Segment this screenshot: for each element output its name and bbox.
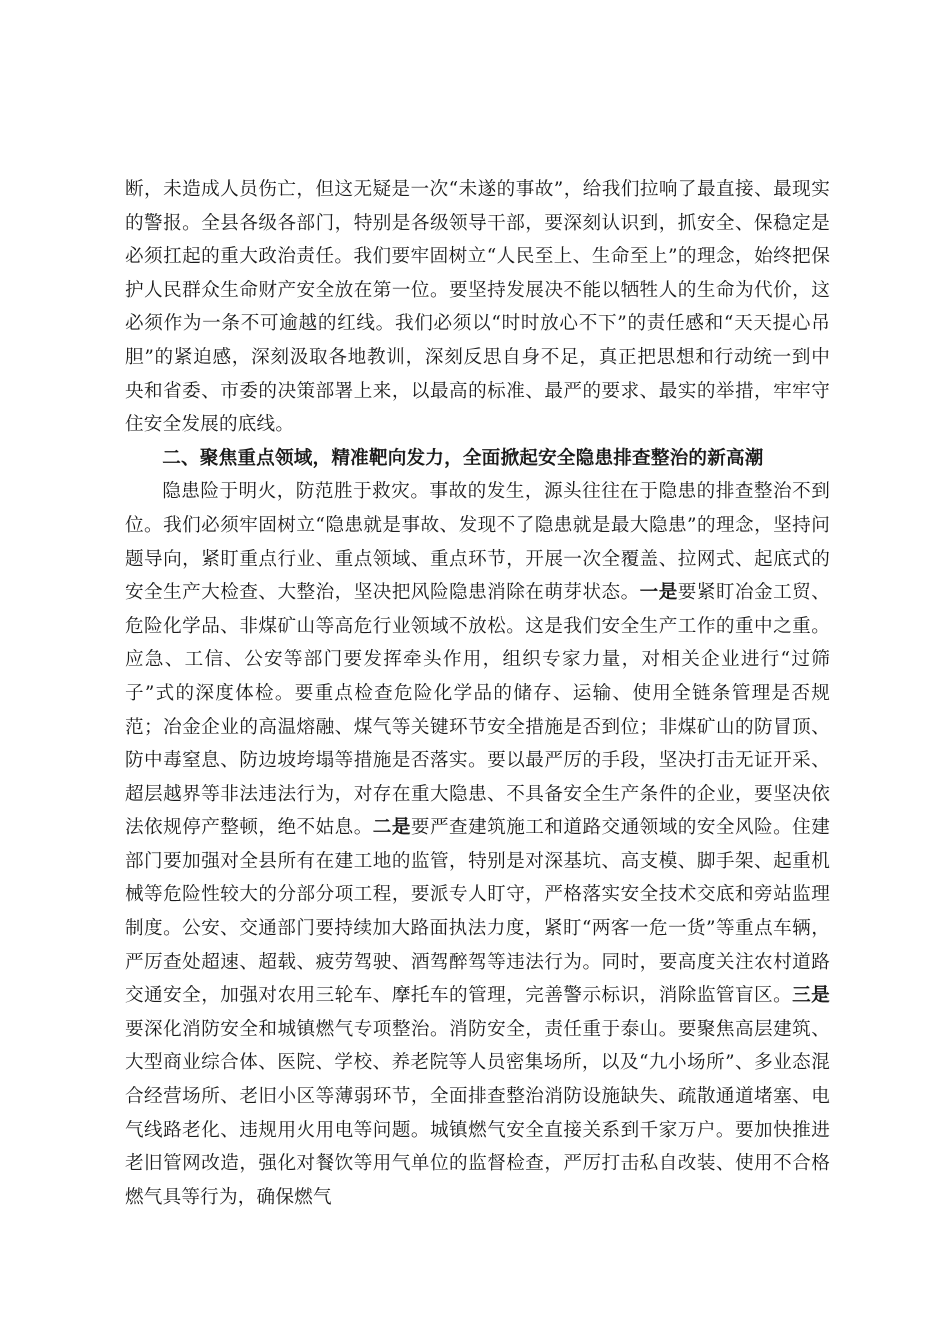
paragraph-text: 断，未造成人员伤亡，但这无疑是一次“未遂的事故”，给我们拉响了最直接、最现实的警报。全县各级各部门，特别是各级领导干部，要深刻认识到，抓安全、保稳定是必须扛起的重大政治责任。我们要牢固树立“人民至上、生命至上”的理念，始终把保护人民群众生命财产安全放在第一位。要坚持发展决不能以牺牲人的生命为代价，这必须作为一条不可逾越的红线。我们必须以“时时放心不下”的责任感和“天天提心吊胆”的紧迫感，深刻汲取各地教训，深刻反思自身不足，真正把思想和行动统一到中央和省委、市委的决策部署上来，以最高的标准、最严的要求、最实的举措，牢牢守住安全发展的底线。 [125,179,830,436]
point-text-second: 要严查建筑施工和道路交通领域的安全风险。住建部门要加强对全县所有在建工地的监管，特别是对深基坑、高支模、脚手架、起重机械等危险性较大的分部分项工程，要派专人盯守，严格落实安全技术交底和旁站监理制度。公安、交通部门要持续加大路面执法力度，紧盯“两客一危一货”等重点车辆，严厉查处超速、超载、疲劳驾驶、酒驾醉驾等违法行为。同时，要高度关注农村道路交通安全，加强对农用三轮车、摩托车的管理，完善警示标识，消除监管盲区。 [125,817,830,1007]
point-text-third: 要深化消防安全和城镇燃气专项整治。消防安全，责任重于泰山。要聚焦高层建筑、大型商业综合体、医院、学校、养老院等人员密集场所，以及“九小场所”、多业态混合经营场所、老旧小区等薄弱环节，全面排查整治消防设施缺失、疏散通道堵塞、电气线路老化、违规用火用电等问题。城镇燃气安全直接关系到千家万户。要加快推进老旧管网改造，强化对餐饮等用气单位的监督检查，严厉打击私自改装、使用不合格燃气具等行为，确保燃气 [125,1018,830,1208]
paragraph-hazard-inspection [125,475,830,1214]
paragraph-responsibility [125,173,830,442]
point-label-first: 一是 [639,582,678,604]
section-heading-2: 二、聚焦重点领域，精准靶向发力，全面掀起安全隐患排查整治的新高潮 [162,447,764,469]
point-label-second: 二是 [372,817,411,839]
point-text-first: 要紧盯冶金工贸、危险化学品、非煤矿山等高危行业领域不放松。这是我们安全生产工作的重中之重。应急、工信、公安等部门要发挥牵头作用，组织专家力量，对相关企业进行“过筛子”式的深度体检。要重点检查危险化学品的储存、运输、使用全链条管理是否规范；冶金企业的高温熔融、煤气等关键环节安全措施是否到位；非煤矿山的防冒顶、防中毒窒息、防边坡垮塌等措施是否落实。要以最严厉的手段，坚决打击无证开采、超层越界等非法违法行为，对存在重大隐患、不具备安全生产条件的企业，要坚决依法依规停产整顿，绝不姑息。 [125,582,830,839]
document-body [125,173,830,1214]
point-label-third: 三是 [792,985,830,1007]
paragraph-intro-text: 隐患险于明火，防范胜于救灾。事故的发生，源头往往在于隐患的排查整治不到位。我们必须牢固树立“隐患就是事故、发现不了隐患就是最大隐患”的理念，坚持问题导向，紧盯重点行业、重点领域、重点环节，开展一次全覆盖、拉网式、起底式的安全生产大检查、大整治，坚决把风险隐患消除在萌芽状态。 [125,481,830,604]
